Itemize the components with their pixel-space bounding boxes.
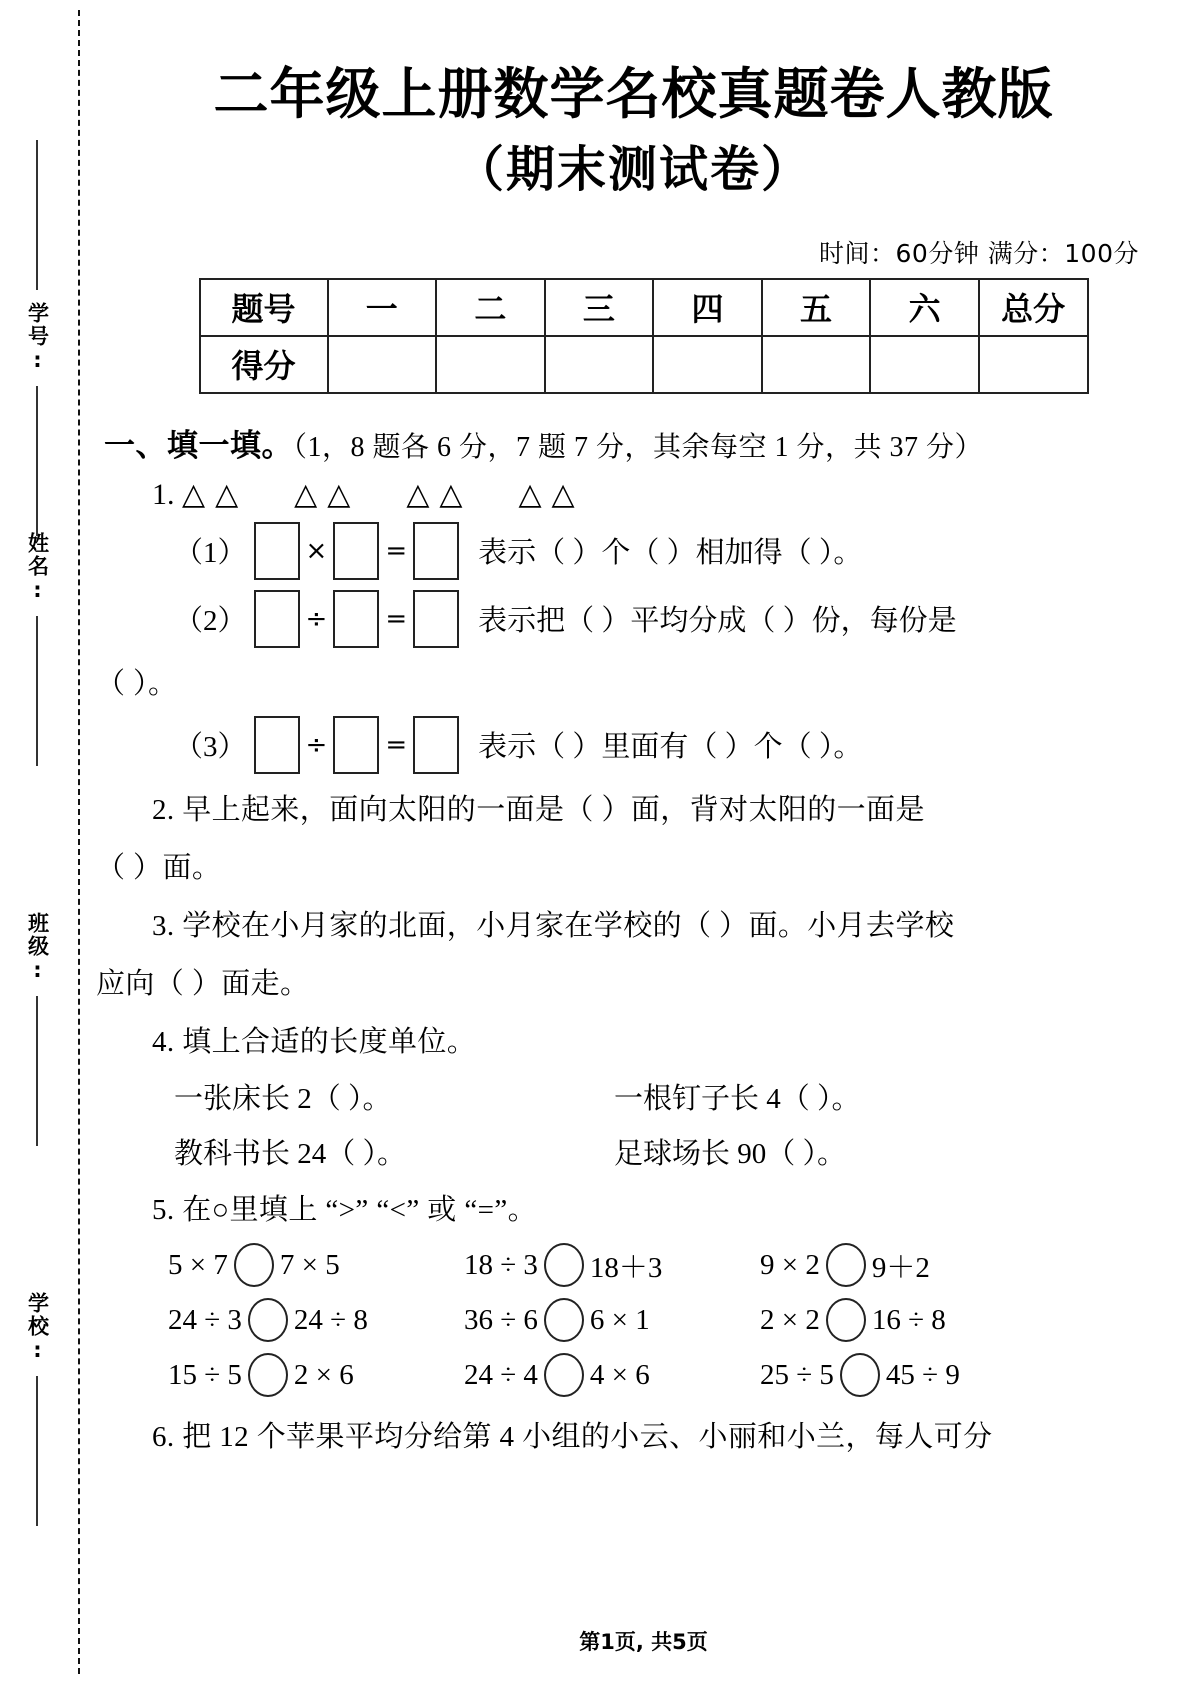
score-cell[interactable] [762,336,871,393]
score-table-row-label: 题号 [200,279,328,336]
comparison-item [168,1243,464,1287]
expr-right: 18＋3 [589,1251,663,1284]
score-table-col-2: 二 [436,279,545,336]
answer-box[interactable] [413,522,459,580]
seal-block-student-id [8,140,66,536]
question-4-item-3: 教科书长 24（ ）。 [174,1138,407,1171]
question-2-line-2: （ ）面。 [96,851,222,884]
question-1-triangles [96,477,1191,512]
score-table-row-label: 得分 [200,336,328,393]
expr-right: 7 × 5 [279,1248,340,1281]
page-footer: 第1页, 共5页 [579,1630,708,1654]
expr-right: 16 ÷ 8 [871,1303,946,1336]
answer-box[interactable] [333,590,379,648]
expr-right: 2 × 6 [293,1358,354,1391]
seal-rule [36,386,38,536]
page-title: 二年级上册数学名校真题卷人教版 [213,62,1054,126]
score-table-col-3: 三 [545,279,654,336]
expr-left: 9 × 2 [760,1248,820,1281]
score-cell[interactable] [436,336,545,393]
expr-left: 15 ÷ 5 [168,1358,242,1391]
comparison-circle[interactable] [248,1353,288,1397]
triangle-group: △△ [182,477,249,511]
seal-rule [36,1376,38,1526]
expr-right: 45 ÷ 9 [885,1358,960,1391]
comparison-circle[interactable] [826,1243,866,1287]
comparison-item [760,1353,1056,1397]
question-4-row-2 [96,1131,1191,1172]
comparison-item [464,1298,760,1342]
seal-block-class [8,900,66,1146]
expr-left: 36 ÷ 6 [464,1303,538,1336]
comparison-circle[interactable] [544,1298,584,1342]
operator-divide: ÷ [305,603,328,634]
question-1-sub-1 [96,522,1191,580]
operator-divide: ÷ [305,729,328,760]
seal-rule [36,140,38,290]
triangle-group: △△ [294,477,361,511]
comparison-item [760,1243,1056,1287]
operator-equals: = [385,603,408,634]
seal-label-student-id: 学号: [25,302,50,374]
question-2-line-1: 2. 早上起来，面向太阳的一面是（ ）面，背对太阳的一面是 [152,793,925,826]
expr-left: 2 × 2 [760,1303,820,1336]
exam-page [96,0,1191,1684]
comparison-row [168,1298,1191,1342]
score-cell[interactable] [328,336,437,393]
question-4-line-1: 4. 填上合适的长度单位。 [152,1026,477,1059]
sub-question-text: 表示（ ）个（ ）相加得（ ）。 [478,537,863,570]
comparison-circle[interactable] [544,1243,584,1287]
score-table-col-5: 五 [762,279,871,336]
exam-meta: 时间：60分钟 满分：100分 [819,238,1139,268]
triangle-group: △△ [406,477,473,511]
expr-right: 6 × 1 [589,1303,650,1336]
score-cell[interactable] [979,336,1088,393]
page-subtitle: （期末测试卷） [454,140,812,198]
comparison-item [760,1298,1056,1342]
question-6-line-1: 6. 把 12 个苹果平均分给第 4 小组的小云、小丽和小兰，每人可分 [152,1421,993,1454]
sub-question-label: （3） [174,731,247,764]
comparison-item [168,1298,464,1342]
question-1-number: 1. [152,477,175,511]
sub-question-text: 表示（ ）里面有（ ）个（ ）。 [478,731,863,764]
expr-left: 5 × 7 [168,1248,228,1281]
sub-question-text: 表示把（ ）平均分成（ ）份，每份是 [478,605,957,638]
expr-left: 24 ÷ 3 [168,1303,242,1336]
sub-question-label: （2） [174,605,247,638]
answer-box[interactable] [413,590,459,648]
question-1-sub-2 [96,590,1191,648]
section-scoring-note: （1，8 题各 6 分，7 题 7 分，其余每空 1 分，共 37 分） [293,431,984,463]
section-heading-label: 一、填一填。 [104,427,293,464]
comparison-circle[interactable] [544,1353,584,1397]
seal-block-name [8,520,66,766]
comparison-circle[interactable] [248,1298,288,1342]
score-cell[interactable] [653,336,762,393]
table-row [200,336,1088,393]
comparison-row [168,1353,1191,1397]
expr-right: 24 ÷ 8 [293,1303,368,1336]
question-3-line-1: 3. 学校在小月家的北面，小月家在学校的（ ）面。小月去学校 [152,909,955,942]
triangle-group: △△ [518,477,585,511]
comparison-item [464,1243,760,1287]
seal-label-school: 学校: [25,1292,50,1364]
operator-equals: = [385,729,408,760]
question-1-sub-2-wrap: （ ）。 [96,667,178,700]
seal-rule [36,616,38,766]
question-4-item-4: 足球场长 90（ ）。 [614,1138,847,1171]
answer-box[interactable] [254,590,300,648]
question-4-row-1 [96,1076,1191,1117]
table-row [200,279,1088,336]
sub-question-label: （1） [174,537,247,570]
expr-left: 24 ÷ 4 [464,1358,538,1391]
comparison-item [168,1353,464,1397]
score-table-col-4: 四 [653,279,762,336]
score-cell[interactable] [545,336,654,393]
expr-right: 9＋2 [871,1251,930,1284]
question-3-line-2: 应向（ ）面走。 [96,968,310,1000]
answer-box[interactable] [333,716,379,774]
seal-block-school [8,1280,66,1526]
score-table-col-total: 总分 [979,279,1088,336]
question-4-item-1: 一张床长 2（ ）。 [174,1083,392,1116]
section-heading-1 [104,420,1191,465]
score-table-col-6: 六 [870,279,979,336]
question-1-sub-3 [96,716,1191,774]
operator-equals: = [385,535,408,566]
expr-left: 18 ÷ 3 [464,1248,538,1281]
seal-label-name: 姓名: [25,532,50,604]
score-cell[interactable] [870,336,979,393]
expr-left: 25 ÷ 5 [760,1358,834,1391]
comparison-circle[interactable] [234,1243,274,1287]
answer-box[interactable] [254,522,300,580]
expr-right: 4 × 6 [589,1358,650,1391]
score-table [199,278,1089,394]
question-5-line-1: 5. 在○里填上 “>” “<” 或 “=”。 [152,1194,538,1227]
comparison-row [168,1243,1191,1287]
question-4-item-2: 一根钉子长 4（ ）。 [614,1083,861,1116]
seal-rule [36,996,38,1146]
seal-label-class: 班级: [25,912,50,984]
comparison-circle[interactable] [826,1298,866,1342]
score-table-col-1: 一 [328,279,437,336]
operator-multiply: × [305,535,328,566]
sealing-dashed-line [78,10,80,1674]
answer-box[interactable] [413,716,459,774]
sealing-margin [0,0,96,1684]
answer-box[interactable] [254,716,300,774]
answer-box[interactable] [333,522,379,580]
comparison-circle[interactable] [840,1353,880,1397]
question-5-grid [96,1243,1191,1397]
comparison-item [464,1353,760,1397]
